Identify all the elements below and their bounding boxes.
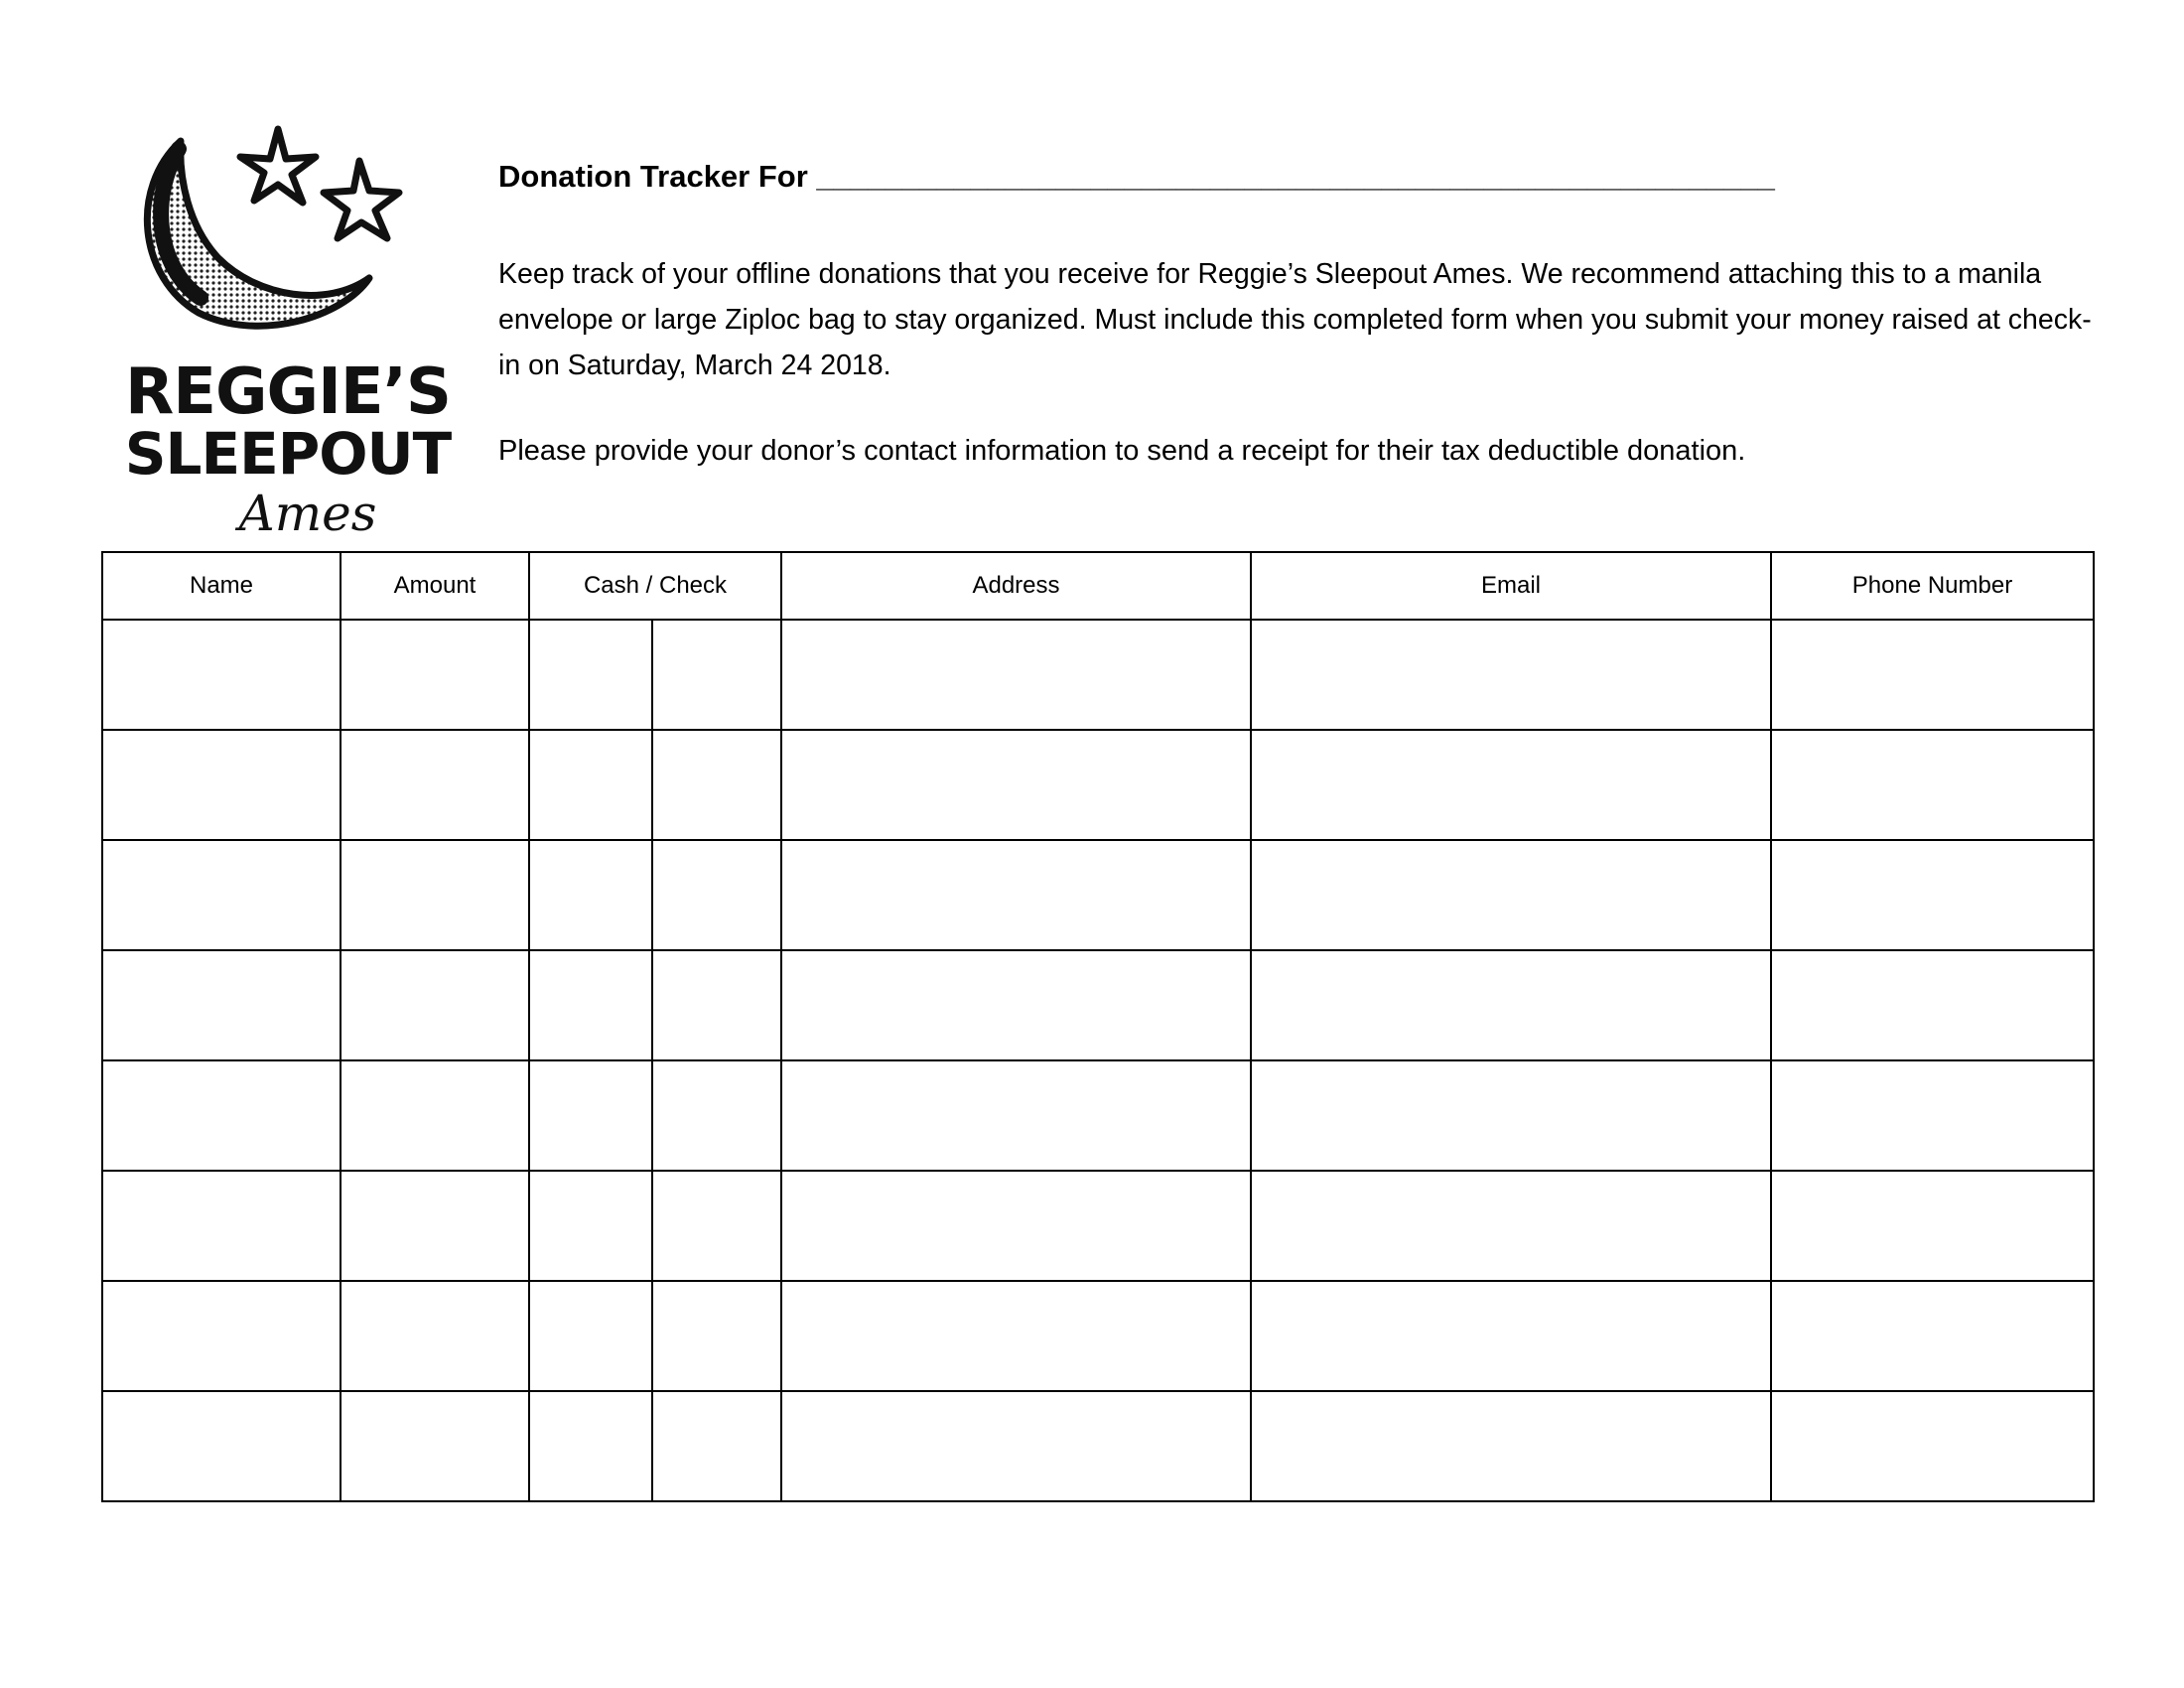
- table-header-row: [102, 552, 2094, 620]
- check-cell[interactable]: [652, 950, 781, 1060]
- name-cell[interactable]: [102, 950, 341, 1060]
- amount-cell[interactable]: [341, 840, 529, 950]
- phone-number-cell[interactable]: [1771, 620, 2094, 730]
- name-cell[interactable]: [102, 1060, 341, 1171]
- page-title: Donation Tracker For ________________________________________________________: [498, 159, 1775, 194]
- address-cell[interactable]: [781, 1171, 1251, 1281]
- address-cell[interactable]: [781, 1281, 1251, 1391]
- column-header-cash-check: Cash / Check: [529, 552, 781, 620]
- cash-cell[interactable]: [529, 1281, 652, 1391]
- address-cell[interactable]: [781, 1391, 1251, 1501]
- logo-wordmark-line1: REGGIE’S: [125, 355, 451, 429]
- email-cell[interactable]: [1251, 950, 1771, 1060]
- logo-wordmark-line3: Ames: [238, 485, 377, 542]
- table-row: [102, 1171, 2094, 1281]
- email-cell[interactable]: [1251, 730, 1771, 840]
- phone-number-cell[interactable]: [1771, 1281, 2094, 1391]
- cash-cell[interactable]: [529, 1391, 652, 1501]
- cash-cell[interactable]: [529, 950, 652, 1060]
- address-cell[interactable]: [781, 620, 1251, 730]
- email-cell[interactable]: [1251, 1391, 1771, 1501]
- check-cell[interactable]: [652, 620, 781, 730]
- address-cell[interactable]: [781, 840, 1251, 950]
- phone-number-cell[interactable]: [1771, 950, 2094, 1060]
- intro-paragraph: Keep track of your offline donations that you receive for Reggie’s Sleepout Ames. We recommend attaching this to a manila envelope or large Ziploc bag to stay organized. Must include this completed form when you submit your money raised at check-in on Saturday, March 24 2018.: [498, 258, 2092, 381]
- amount-cell[interactable]: [341, 1171, 529, 1281]
- table-row: [102, 840, 2094, 950]
- check-cell[interactable]: [652, 1171, 781, 1281]
- column-header-name: Name: [102, 552, 341, 620]
- name-cell[interactable]: [102, 1391, 341, 1501]
- amount-cell[interactable]: [341, 620, 529, 730]
- moon-stars-icon: [109, 119, 467, 357]
- cash-cell[interactable]: [529, 1171, 652, 1281]
- name-cell[interactable]: [102, 1171, 341, 1281]
- check-cell[interactable]: [652, 840, 781, 950]
- logo-wordmark-line2: SLEEPOUT: [124, 420, 452, 488]
- phone-number-cell[interactable]: [1771, 730, 2094, 840]
- check-cell[interactable]: [652, 1391, 781, 1501]
- name-cell[interactable]: [102, 840, 341, 950]
- phone-number-cell[interactable]: [1771, 840, 2094, 950]
- table-row: [102, 730, 2094, 840]
- check-cell[interactable]: [652, 1060, 781, 1171]
- table-row: [102, 620, 2094, 730]
- amount-cell[interactable]: [341, 1281, 529, 1391]
- email-cell[interactable]: [1251, 840, 1771, 950]
- check-cell[interactable]: [652, 730, 781, 840]
- email-cell[interactable]: [1251, 620, 1771, 730]
- amount-cell[interactable]: [341, 950, 529, 1060]
- amount-cell[interactable]: [341, 1391, 529, 1501]
- table-row: [102, 950, 2094, 1060]
- email-cell[interactable]: [1251, 1171, 1771, 1281]
- donor-info-note: Please provide your donor’s contact information to send a receipt for their tax deductible donation.: [498, 435, 1746, 467]
- email-cell[interactable]: [1251, 1060, 1771, 1171]
- phone-number-cell[interactable]: [1771, 1171, 2094, 1281]
- table-row: [102, 1391, 2094, 1501]
- column-header-address: Address: [781, 552, 1251, 620]
- address-cell[interactable]: [781, 1060, 1251, 1171]
- cash-cell[interactable]: [529, 620, 652, 730]
- check-cell[interactable]: [652, 1281, 781, 1391]
- address-cell[interactable]: [781, 950, 1251, 1060]
- column-header-amount: Amount: [341, 552, 529, 620]
- phone-number-cell[interactable]: [1771, 1060, 2094, 1171]
- column-header-email: Email: [1251, 552, 1771, 620]
- column-header-phone-number: Phone Number: [1771, 552, 2094, 620]
- address-cell[interactable]: [781, 730, 1251, 840]
- reggies-sleepout-logo: [109, 119, 467, 546]
- cash-cell[interactable]: [529, 1060, 652, 1171]
- donation-table: [101, 551, 2095, 1502]
- name-cell[interactable]: [102, 1281, 341, 1391]
- name-cell[interactable]: [102, 620, 341, 730]
- table-row: [102, 1060, 2094, 1171]
- amount-cell[interactable]: [341, 1060, 529, 1171]
- cash-cell[interactable]: [529, 840, 652, 950]
- cash-cell[interactable]: [529, 730, 652, 840]
- email-cell[interactable]: [1251, 1281, 1771, 1391]
- amount-cell[interactable]: [341, 730, 529, 840]
- name-cell[interactable]: [102, 730, 341, 840]
- table-row: [102, 1281, 2094, 1391]
- phone-number-cell[interactable]: [1771, 1391, 2094, 1501]
